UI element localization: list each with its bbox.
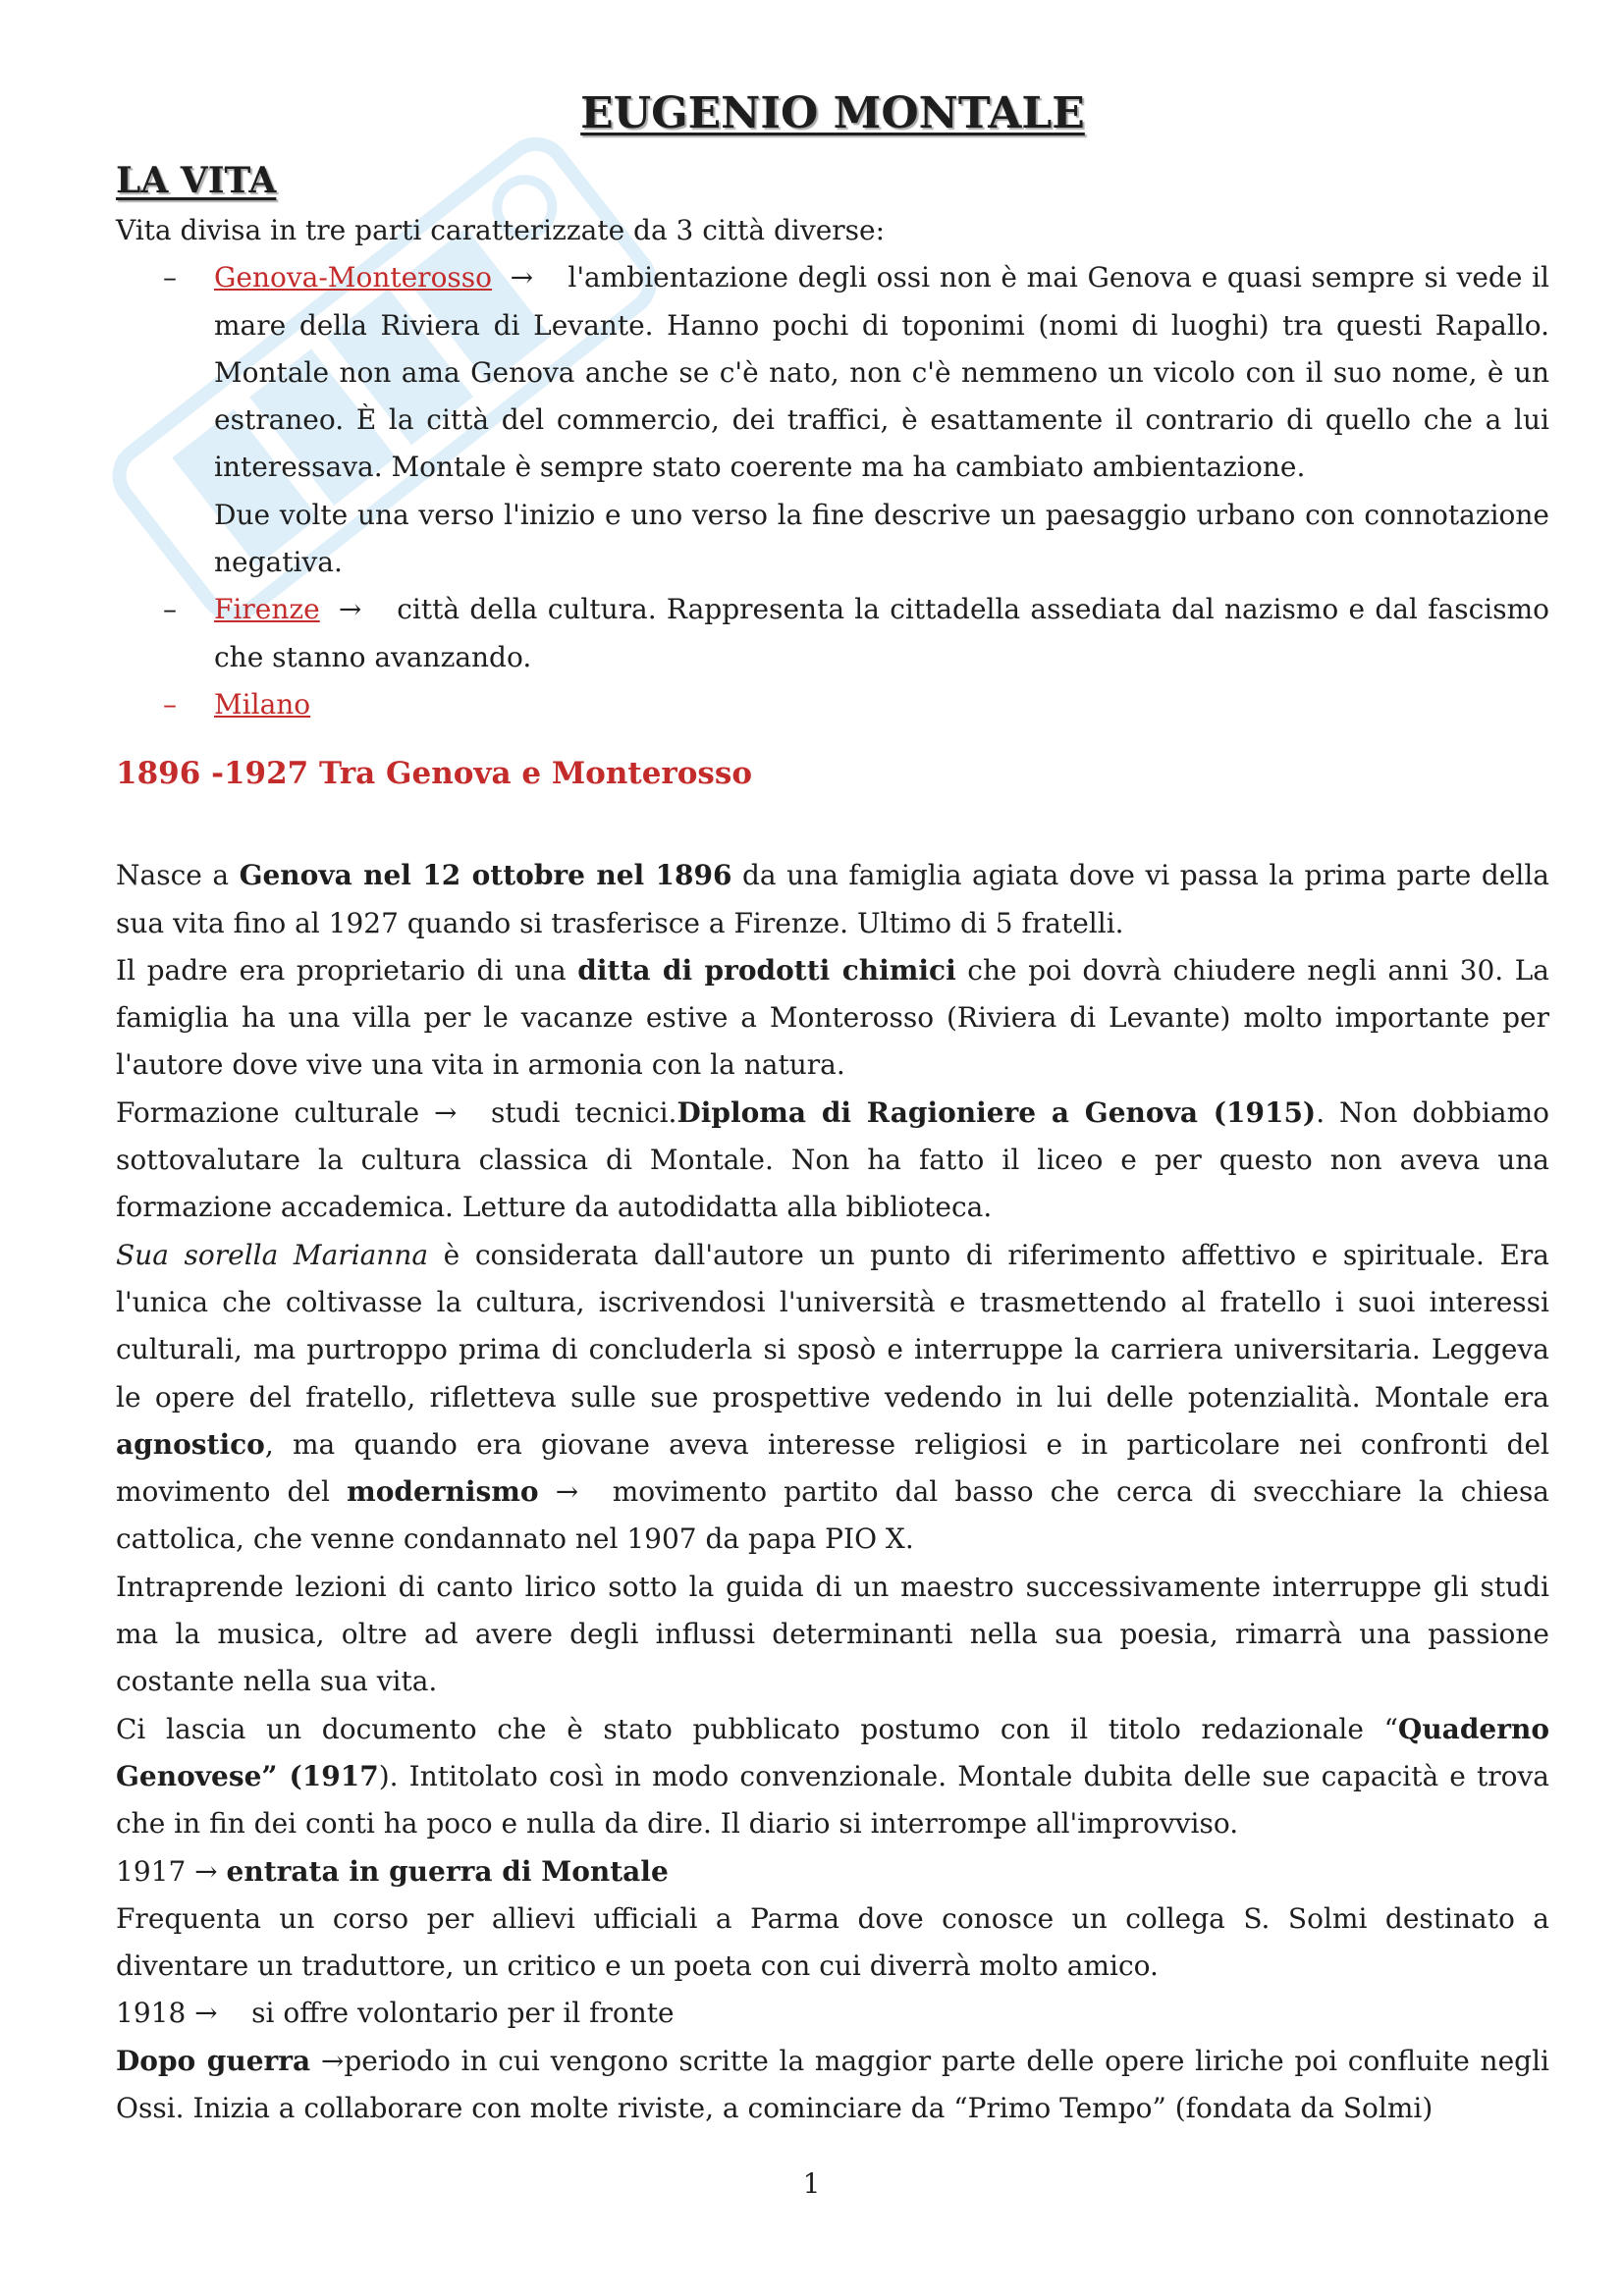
paragraph-sorella: Sua sorella Marianna è considerata dall'autore un punto di riferimento affettivo e spirituale. Era l'unica che coltivasse la cultura, iscrivendosi l'università e trasmettendo al fratello i suoi interessi culturali, ma purtroppo prima di concluderla si sposò e interruppe la carriera universitaria. Leggeva le opere del fratello, rifletteva sulle sue prospettive vedendo in lui delle potenzialità. Montale era agnostico, ma quando era giovane aveva interesse religiosi e in particolare nei confronti del movimento del modernismo → movimento partito dal basso che cerca di svecchiare la chiesa cattolica, che venne condannato nel 1907 da papa PIO X. xyxy=(116,1238,1550,1556)
paragraph-canto: Intraprende lezioni di canto lirico sotto la guida di un maestro successivamente interruppe gli studi ma la musica, oltre ad avere degli influssi determinanti nella sua poesia, rimarrà una passione costante nella sua vita. xyxy=(116,1570,1549,1698)
arrow-icon: → xyxy=(555,1475,579,1509)
genova-text: l'ambientazione degli ossi non è mai Genova e quasi sempre si vede il mare della Riviera di Levante. Hanno pochi di toponimi (nomi di luoghi) tra questi Rapallo. Montale non ama Genova anche se c'è nato, non c'è nemmeno un vicolo con il suo nome, è un estraneo. È la città del commercio, dei traffici, è esattamente il contrario di quello che a lui interessava. Montale è sempre stato coerente ma ha cambiato ambientazione. xyxy=(214,261,1549,484)
paragraph-padre: Il padre era proprietario di una ditta di prodotti chimici che poi dovrà chiudere negli anni 30. La famiglia ha una villa per le vacanze estive a Monterosso (Riviera di Levante) molto importante per l'autore dove vive una vita in armonia con la natura. xyxy=(116,953,1549,1082)
arrow-icon: → xyxy=(329,593,362,626)
city-list xyxy=(116,254,1549,728)
document-page xyxy=(116,88,1549,2132)
genova-text-2: Due volte una verso l'inizio e uno verso la fine descrive un paesaggio urbano con connotazione negativa. xyxy=(214,498,1549,579)
list-item-milano: – Milano xyxy=(163,687,311,721)
paragraph-1918: 1918 → si offre volontario per il fronte xyxy=(116,1990,1549,2037)
firenze-text: città della cultura. Rappresenta la cittadella assediata dal nazismo e dal fascismo che stanno avanzando. xyxy=(214,593,1549,673)
paragraph-parma: Frequenta un corso per allievi ufficiali a Parma dove conosce un collega S. Solmi destinato a diventare un traduttore, un critico e un poeta con cui diverrà molto amico. xyxy=(116,1901,1549,1983)
paragraph-dopoguerra: Dopo guerra →periodo in cui vengono scritte la maggior parte delle opere liriche poi confluite negli Ossi. Inizia a collaborare con molte riviste, a cominciare da “Primo Tempo” (fondata da Solmi) xyxy=(116,2044,1549,2124)
list-item-genova: – Genova-Monterosso → l'ambientazione degli ossi non è mai Genova e quasi sempre si vede il mare della Riviera di Levante. Hanno pochi di toponimi (nomi di luoghi) tra questi Rapallo. Montale non ama Genova anche se c'è nato, non c'è nemmeno un vicolo con il suo nome, è un estraneo. È la città del commercio, dei traffici, è esattamente il contrario di quello che a lui interessava. Montale è sempre stato coerente ma ha cambiato ambientazione. Due volte una verso l'inizio e uno verso la fine descrive un paesaggio urbano con connotazione negativa. xyxy=(214,254,1549,586)
section-heading-1896-1927: 1896 -1927 Tra Genova e Monterosso xyxy=(116,756,753,792)
arrow-icon: → xyxy=(433,1095,458,1129)
document-title: EUGENIO MONTALE xyxy=(580,88,1085,138)
paragraph-nascita: Nasce a Genova nel 12 ottobre nel 1896 da una famiglia agiata dove vi passa la prima parte della sua vita fino al 1927 quando si trasferisce a Firenze. Ultimo di 5 fratelli. xyxy=(116,859,1550,939)
paragraph-formazione: Formazione culturale → studi tecnici.Diploma di Ragioniere a Genova (1915). Non dobbiamo sottovalutare la cultura classica di Montale. Non ha fatto il liceo e per questo non aveva una formazione accademica. Letture da autodidatta alla biblioteca. xyxy=(116,1090,1549,1232)
page-number: 1 xyxy=(802,2167,821,2200)
milano-link[interactable]: Milano xyxy=(214,687,311,721)
intro-paragraph: Vita divisa in tre parti caratterizzate da 3 città diverse: xyxy=(116,214,886,246)
section-heading-la-vita: LA VITA xyxy=(116,160,277,201)
genova-monterosso-link[interactable]: Genova-Monterosso xyxy=(214,261,493,294)
paragraph-1917: 1917 → entrata in guerra di Montale xyxy=(116,1854,669,1888)
list-item-firenze: – Firenze → città della cultura. Rappresenta la cittadella assediata dal nazismo e dal fascismo che stanno avanzando. xyxy=(214,586,1549,681)
arrow-icon: → xyxy=(501,261,534,294)
paragraph-quaderno: Ci lascia un documento che è stato pubblicato postumo con il titolo redazionale “Quaderno Genovese” (1917). Intitolato così in modo convenzionale. Montale dubita delle sue capacità e trova che in fin dei conti ha poco e nulla da dire. Il diario si interrompe all'improvviso. xyxy=(116,1712,1550,1841)
firenze-link[interactable]: Firenze xyxy=(214,593,320,626)
arrow-icon: → xyxy=(194,1997,218,2030)
